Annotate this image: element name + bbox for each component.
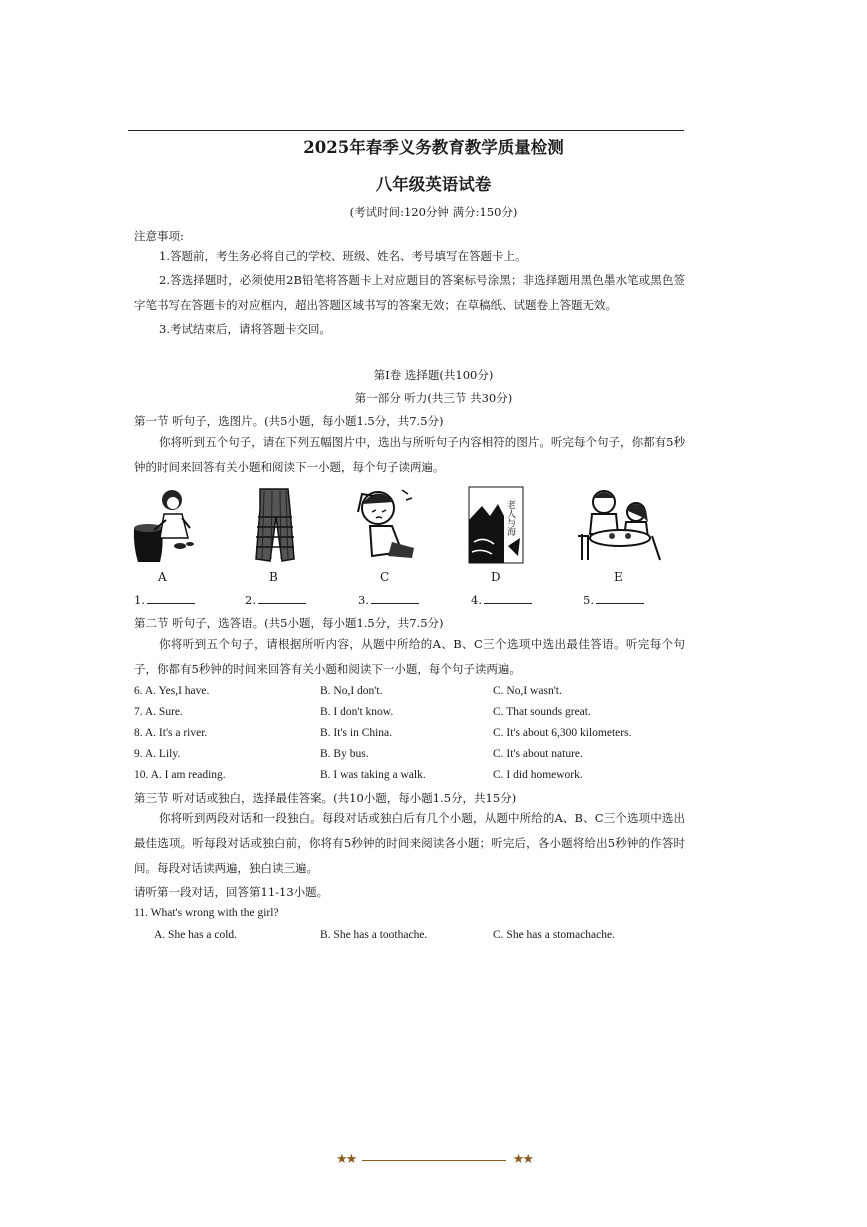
answer-blank-1[interactable]: 1.: [134, 593, 195, 607]
top-rule: [128, 130, 684, 131]
q7-option-a[interactable]: 7. A. Sure.: [134, 706, 183, 718]
notes-heading: 注意事项:: [134, 229, 184, 243]
q10-option-b[interactable]: B. I was taking a walk.: [320, 769, 426, 781]
old-man-and-the-sea-book-icon: [468, 486, 524, 564]
picture-label-b: B: [269, 570, 278, 584]
q6-option-c[interactable]: C. No,I wasn't.: [493, 685, 562, 697]
picture-label-e: E: [614, 570, 623, 584]
footer-left-star-icon: ★★: [336, 1152, 356, 1167]
note-item-2: 2.答选择题时，必须使用2B铅笔将答题卡上对应题目的答案标号涂黑；非选择题用黑色墨水笔或黑色签字笔书写在答题卡的对应框内，超出答题区域书写的答案无效；在草稿纸、试题卷上答题无效。: [134, 273, 685, 312]
boy-with-headache-icon: [352, 486, 418, 564]
q7-option-b[interactable]: B. I don't know.: [320, 706, 394, 718]
q8-option-c[interactable]: C. It's about 6,300 kilometers.: [493, 727, 632, 739]
q10-option-c[interactable]: C. I did homework.: [493, 769, 583, 781]
section1-instructions: 你将听到五个句子，请在下列五幅图片中，选出与所听句子内容相符的图片。听完每个句子，你都有5秒钟的时间来回答有关小题和阅读下一小题，每个句子读两遍。: [134, 435, 685, 474]
note-item-1: 1.答题前，考生务必将自己的学校、班级、姓名、考号填写在答题卡上。: [159, 249, 527, 263]
q9-option-c[interactable]: C. It's about nature.: [493, 748, 583, 760]
exam-subtitle: 八年级英语试卷: [375, 175, 492, 194]
family-dinner-icon: [574, 488, 666, 564]
q7-option-c[interactable]: C. That sounds great.: [493, 706, 591, 718]
q6-option-b[interactable]: B. No,I don't.: [320, 685, 383, 697]
picture-c: [352, 486, 418, 564]
picture-e: [574, 488, 666, 564]
answer-blank-2[interactable]: 2.: [245, 593, 306, 607]
q11-option-a[interactable]: A. She has a cold.: [154, 929, 238, 941]
picture-label-a: A: [158, 570, 167, 584]
part1-heading: 第一部分 听力(共三节 共30分): [354, 391, 513, 405]
q10-option-a[interactable]: 10. A. I am reading.: [134, 769, 226, 781]
q11-option-b[interactable]: B. She has a toothache.: [320, 929, 428, 941]
picture-label-c: C: [380, 570, 390, 584]
section2-heading: 第二节 听句子，选答语。(共5小题，每小题1.5分，共7.5分): [134, 616, 444, 630]
section3-prompt: 请听第一段对话，回答第11-13小题。: [134, 885, 329, 899]
q9-option-a[interactable]: 9. A. Lily.: [134, 748, 181, 760]
page-footer: [336, 1152, 532, 1168]
section3-heading: 第三节 听对话或独白，选择最佳答案。(共10小题，每小题1.5分，共15分): [134, 791, 517, 805]
picture-label-d: D: [491, 570, 501, 584]
section1-heading: 第一节 听句子，选图片。(共5小题，每小题1.5分，共7.5分): [134, 414, 444, 428]
answer-blank-3[interactable]: 3.: [358, 593, 419, 607]
q11-option-c[interactable]: C. She has a stomachache.: [493, 929, 615, 941]
answer-blank-5[interactable]: 5.: [583, 593, 644, 607]
note-item-3: 3.考试结束后，请将答题卡交回。: [159, 322, 331, 336]
exam-info: (考试时间:120分钟 满分:150分): [349, 205, 518, 219]
footer-right-star-icon: ★★: [512, 1152, 532, 1167]
girl-with-trash-bin-icon: [130, 486, 198, 566]
book-caption: 老人与海: [505, 500, 515, 536]
q6-option-a[interactable]: 6. A. Yes,I have.: [134, 685, 210, 697]
scarf-icon: [244, 487, 304, 563]
q9-option-b[interactable]: B. By bus.: [320, 748, 369, 760]
volume-heading: 第Ⅰ卷 选择题(共100分): [373, 368, 494, 382]
exam-title: 2025年春季义务教育教学质量检测: [303, 138, 564, 157]
picture-d: [468, 486, 524, 564]
q11-stem: 11. What's wrong with the girl?: [134, 907, 279, 919]
section2-instructions: 你将听到五个句子，请根据所听内容，从题中所给的A、B、C三个选项中选出最佳答语。听完每个句子，你都有5秒钟的时间来回答有关小题和阅读下一小题，每个句子读两遍。: [134, 637, 685, 676]
section3-instructions: 你将听到两段对话和一段独白。每段对话或独白后有几个小题，从题中所给的A、B、C三个选项中选出最佳选项。听每段对话或独白前，你将有5秒钟的时间来阅读各小题；听完后，各小题将给出5秒钟的作答时间。每段对话读两遍，独白读三遍。: [134, 811, 685, 875]
picture-b: [244, 487, 304, 563]
q8-option-a[interactable]: 8. A. It's a river.: [134, 727, 208, 739]
answer-blank-4[interactable]: 4.: [471, 593, 532, 607]
q8-option-b[interactable]: B. It's in China.: [320, 727, 393, 739]
picture-a: [130, 486, 198, 566]
footer-divider: [362, 1160, 506, 1161]
